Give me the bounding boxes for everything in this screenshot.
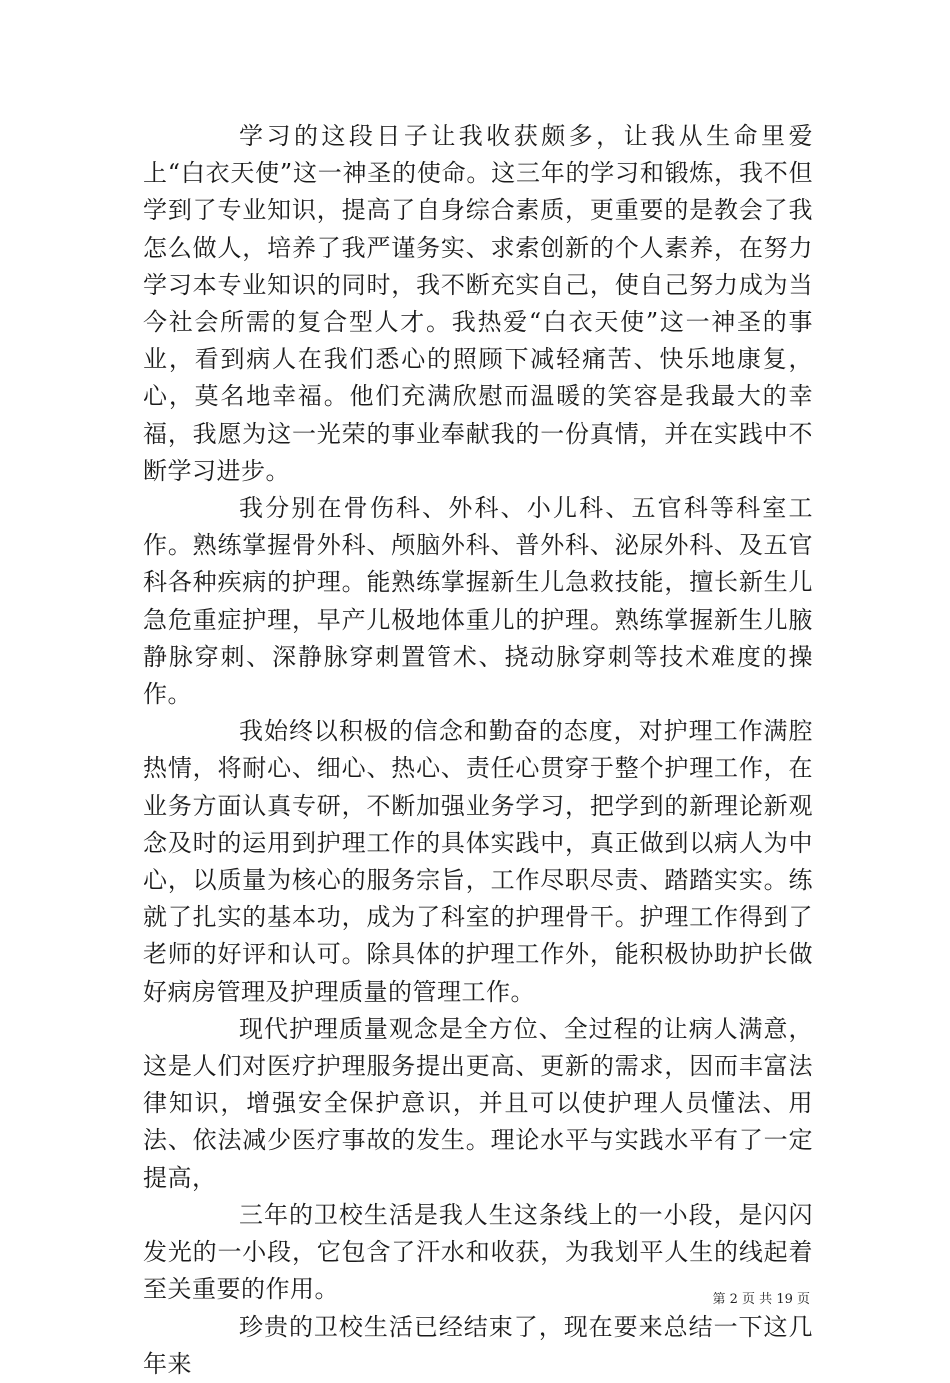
paragraph: 我分别在骨伤科、外科、小儿科、五官科等科室工作。熟练掌握骨外科、颅脑外科、普外科、泌尿外科、及五官科各种疾病的护理。能熟练掌握新生儿急救技能，擅长新生儿急危重症护理，早产儿极地体重儿的护理。熟练掌握新生儿腋静脉穿刺、深静脉穿刺置管术、挠动脉穿刺等技术难度的操作。 — [143, 494, 813, 709]
paragraph: 现代护理质量观念是全方位、全过程的让病人满意，这是人们对医疗护理服务提出更高、更新的需求，因而丰富法律知识，增强安全保护意识，并且可以使护理人员懂法、用法、依法减少医疗事故的发生。理论水平与实践水平有了一定提高， — [143, 1014, 813, 1192]
paragraph: 我始终以积极的信念和勤奋的态度，对护理工作满腔热情，将耐心、细心、热心、责任心贯穿于整个护理工作，在业务方面认真专研，不断加强业务学习，把学到的新理论新观念及时的运用到护理工作的具体实践中，真正做到以病人为中心，以质量为核心的服务宗旨，工作尽职尽责、踏踏实实。练就了扎实的基本功，成为了科室的护理骨干。护理工作得到了老师的好评和认可。除具体的护理工作外，能积极协助护长做好病房管理及护理质量的管理工作。 — [143, 717, 813, 1006]
document-body — [143, 118, 813, 1383]
paragraph: 珍贵的卫校生活已经结束了，现在要来总结一下这几年来 — [143, 1312, 813, 1378]
page-number-footer: 第 2 页 共 19 页 — [712, 1292, 810, 1307]
paragraph: 三年的卫校生活是我人生这条线上的一小段，是闪闪发光的一小段，它包含了汗水和收获，为我划平人生的线起着至关重要的作用。 — [143, 1200, 813, 1304]
paragraph: 学习的这段日子让我收获颇多，让我从生命里爱上“白衣天使”这一神圣的使命。这三年的学习和锻炼，我不但学到了专业知识，提高了自身综合素质，更重要的是教会了我怎么做人，培养了我严谨务实、求索创新的个人素养，在努力学习本专业知识的同时，我不断充实自己，使自己努力成为当今社会所需的复合型人才。我热爱“白衣天使”这一神圣的事业，看到病人在我们悉心的照顾下减轻痛苦、快乐地康复，心，莫名地幸福。他们充满欣慰而温暖的笑容是我最大的幸福，我愿为这一光荣的事业奉献我的一份真情，并在实践中不断学习进步。 — [143, 122, 813, 485]
